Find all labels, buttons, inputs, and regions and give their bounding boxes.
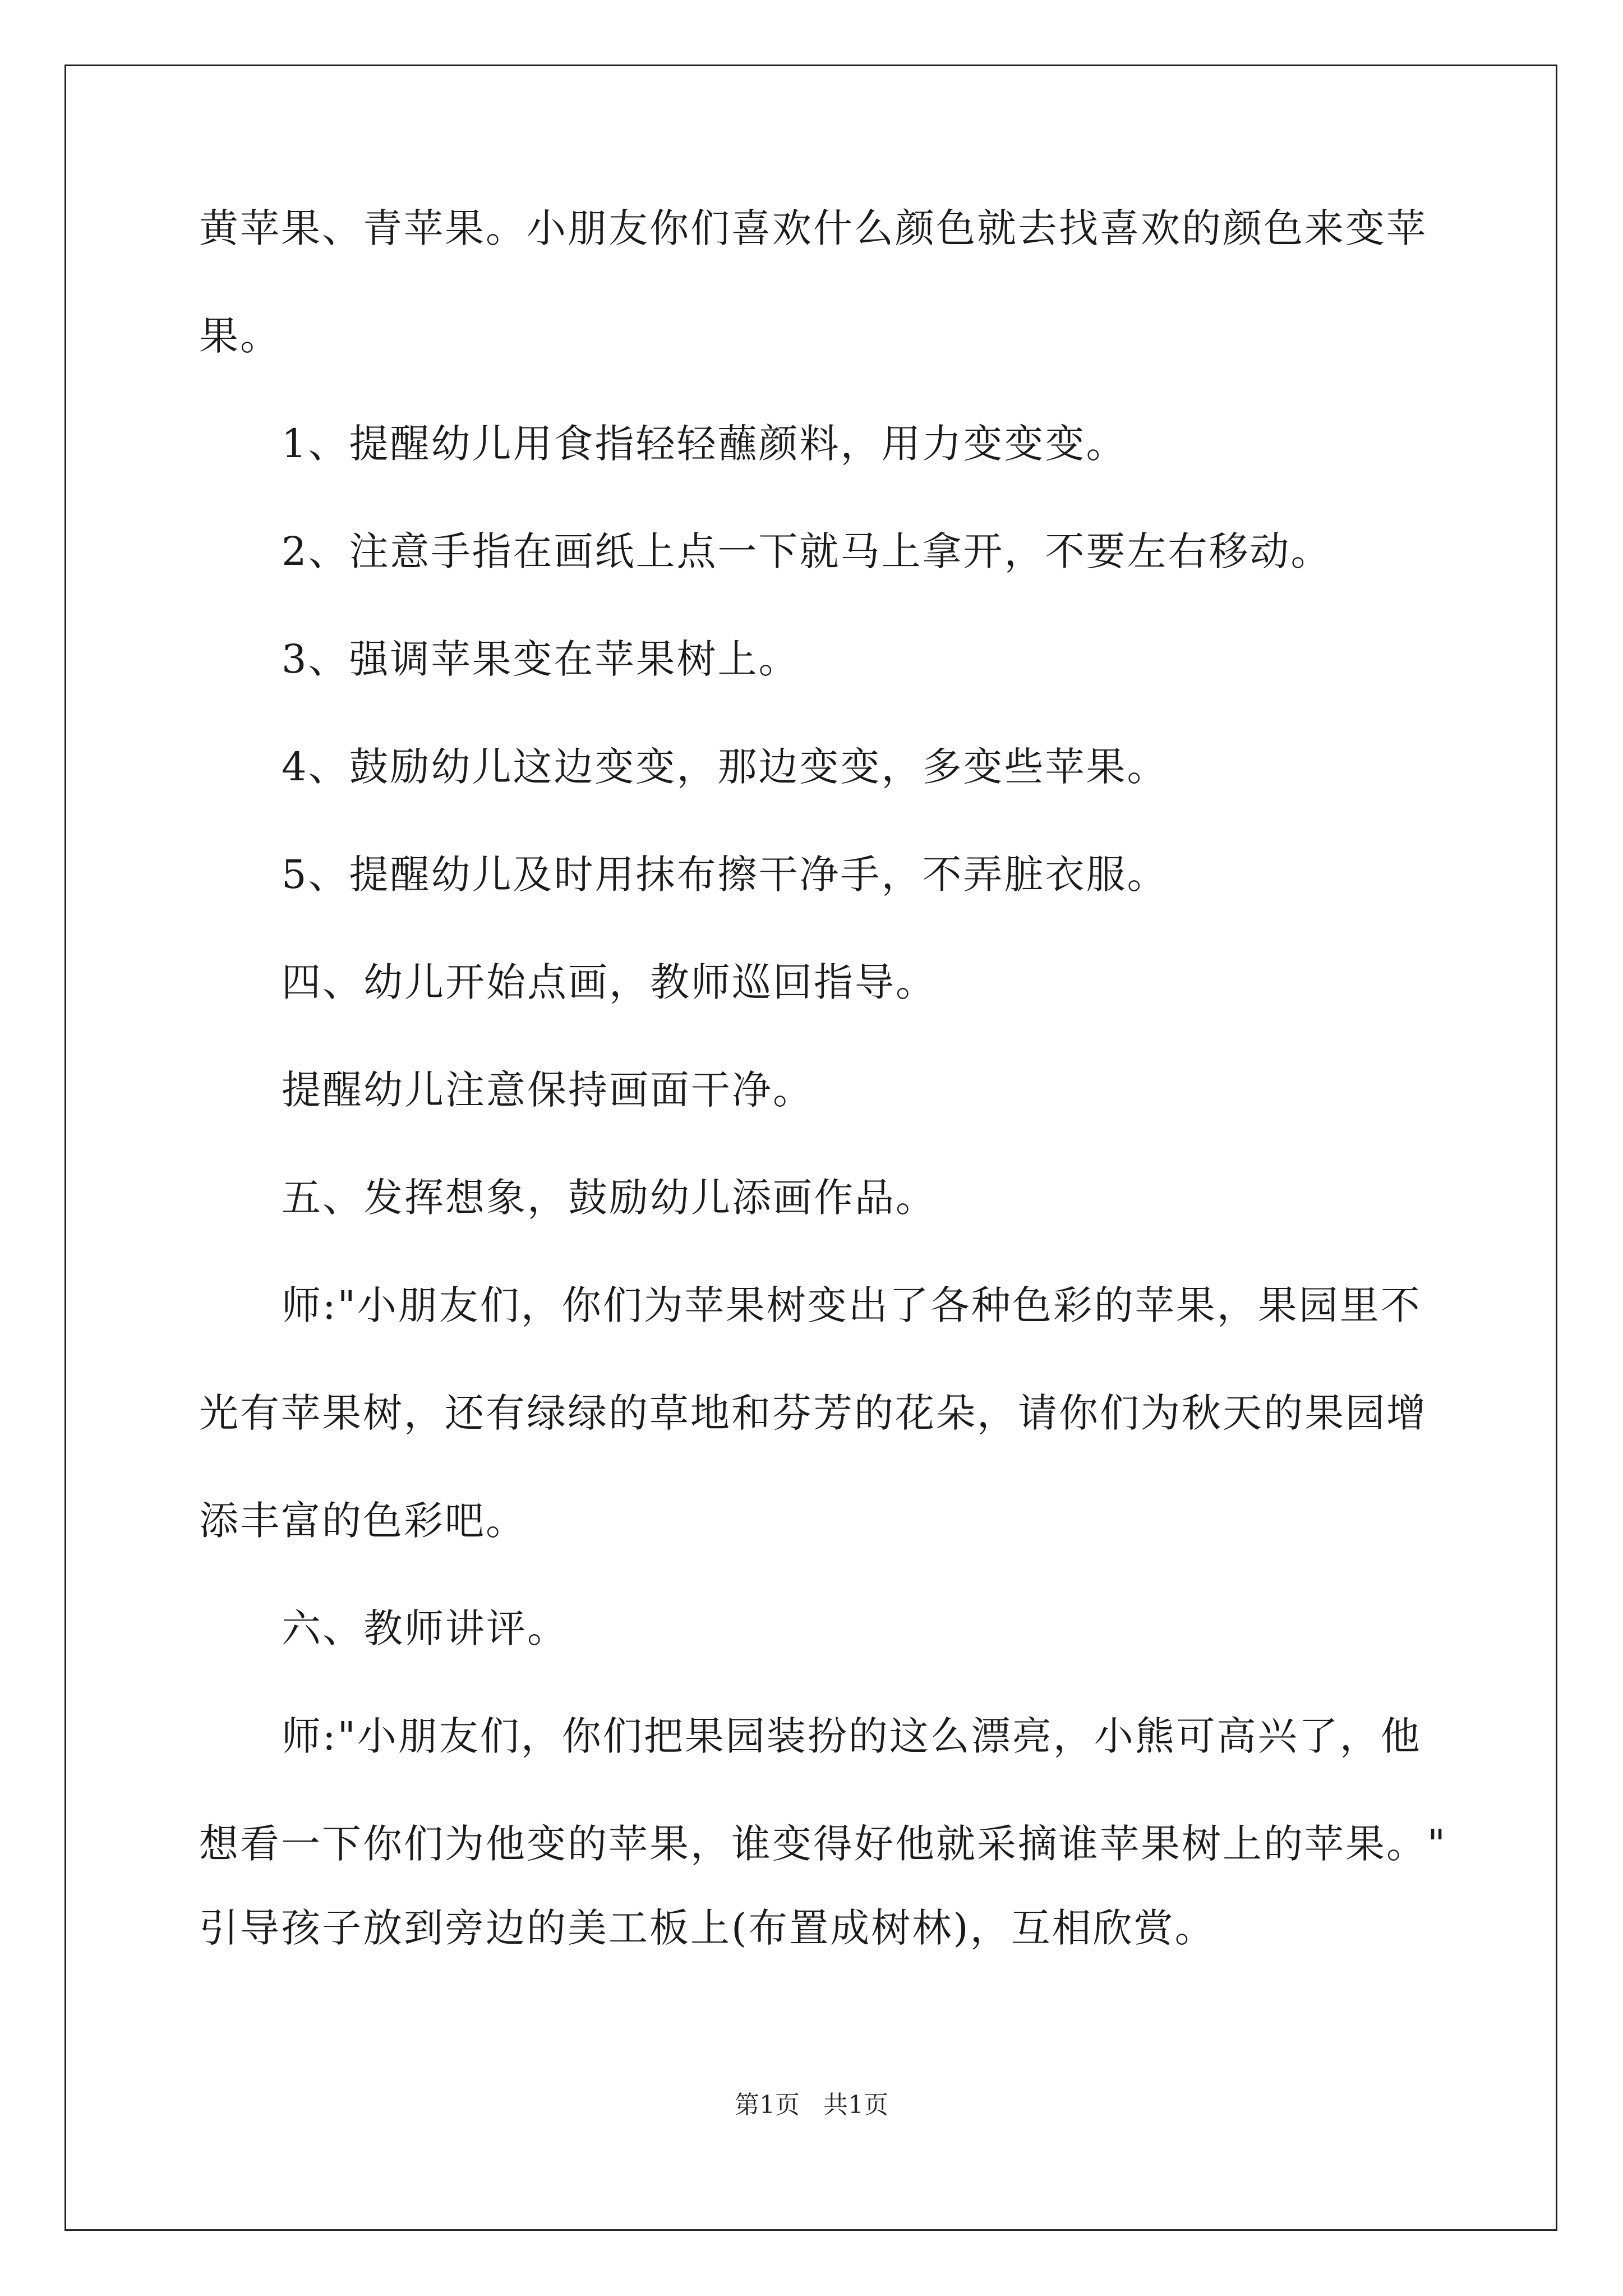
section-heading: 五、发挥想象，鼓励幼儿添画作品。 [282,1175,937,1221]
text-line: 果。 [199,313,281,359]
text-line: 黄苹果、青苹果。小朋友你们喜欢什么颜色就去找喜欢的颜色来变苹 [199,205,1427,251]
page-total: 共1页 [823,2091,888,2119]
text-line: 引导孩子放到旁边的美工板上(布置成树林)，互相欣赏。 [199,1905,1216,1951]
section-heading: 四、幼儿开始点画，教师巡回指导。 [282,959,937,1005]
list-item: 3、强调苹果变在苹果树上。 [282,636,800,682]
text-line: 师:"小朋友们，你们为苹果树变出了各种色彩的苹果，果园里不 [282,1282,1422,1328]
text-line: 师:"小朋友们，你们把果园装扮的这么漂亮，小熊可高兴了，他 [282,1713,1422,1759]
text-line: 提醒幼儿注意保持画面干净。 [282,1067,814,1113]
page-number: 第1页 [735,2091,800,2119]
text-line: 光有苹果树，还有绿绿的草地和芬芳的花朵，请你们为秋天的果园增 [199,1390,1427,1436]
page-footer [0,2091,1623,2119]
list-item: 5、提醒幼儿及时用抹布擦干净手，不弄脏衣服。 [282,852,1168,898]
list-item: 1、提醒幼儿用食指轻轻蘸颜料，用力变变变。 [282,421,1127,467]
section-heading: 六、教师讲评。 [282,1605,568,1651]
list-item: 4、鼓励幼儿这边变变，那边变变，多变些苹果。 [282,744,1168,790]
text-line: 添丰富的色彩吧。 [199,1498,527,1544]
text-line: 想看一下你们为他变的苹果，谁变得好他就采摘谁苹果树上的苹果。" [199,1821,1447,1867]
list-item: 2、注意手指在画纸上点一下就马上拿开，不要左右移动。 [282,528,1332,574]
